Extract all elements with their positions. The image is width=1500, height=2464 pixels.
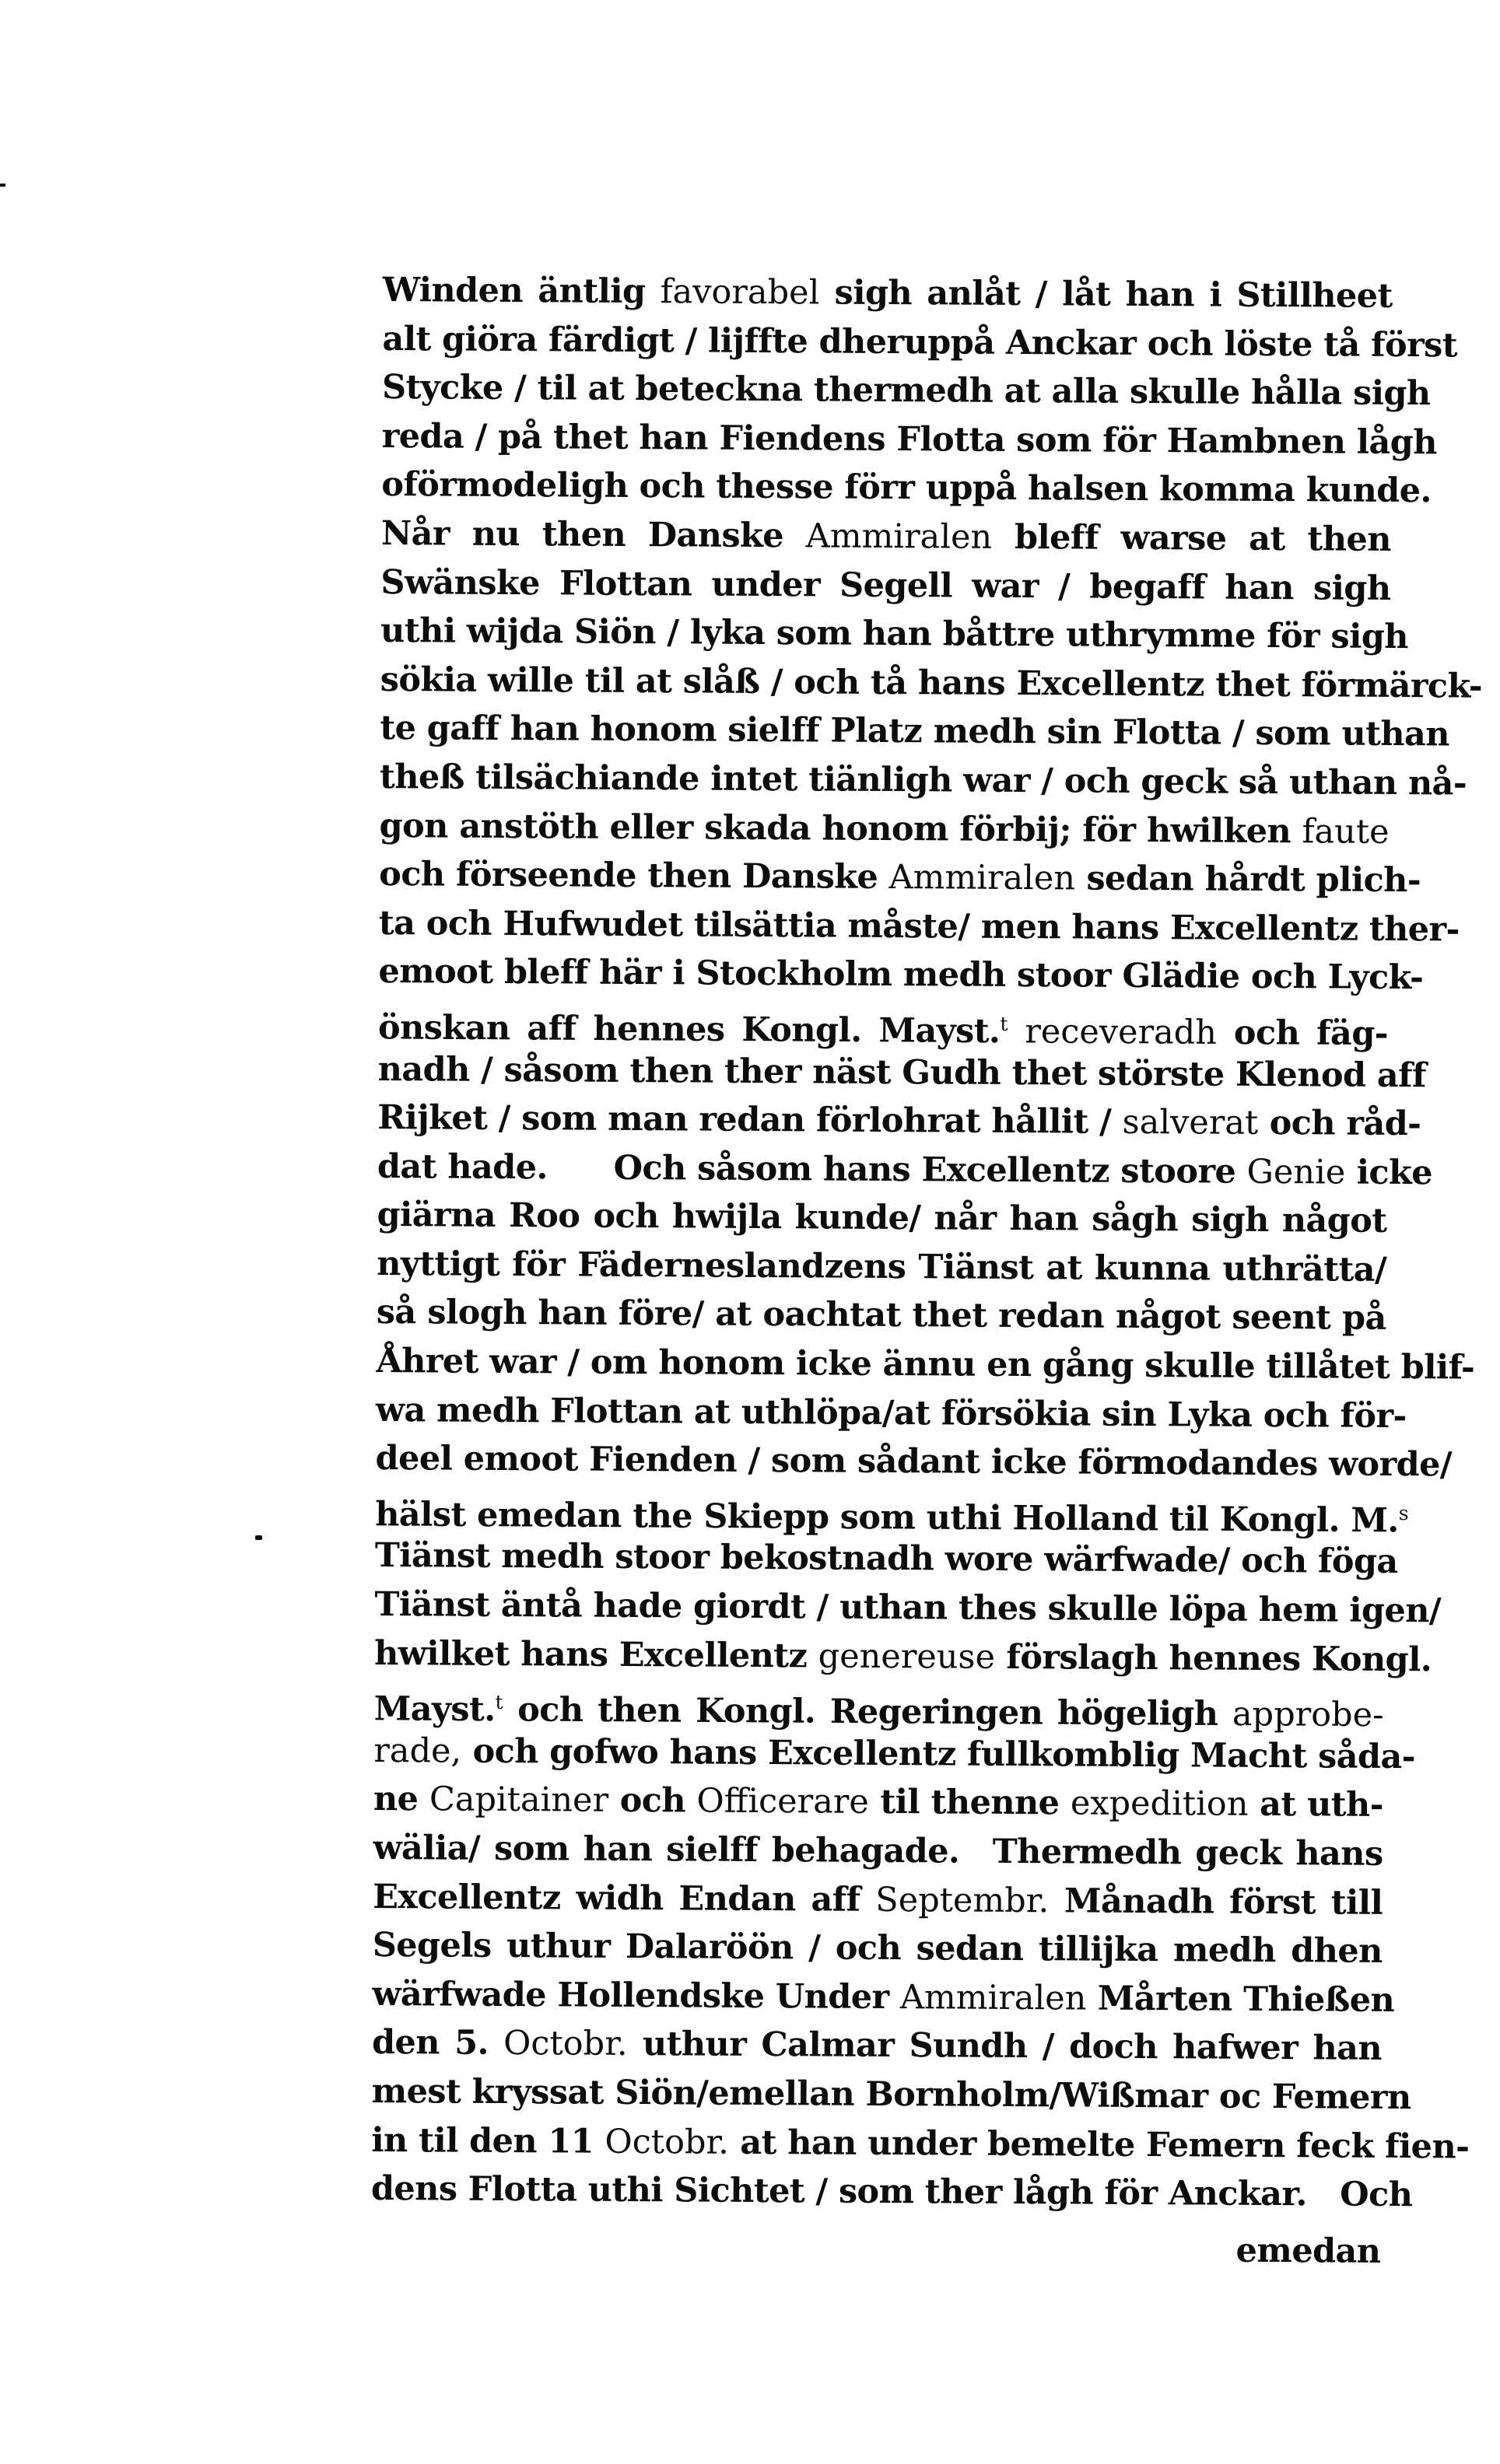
superscript-segment: t [1000,1012,1008,1035]
fraktur-segment: och fäg- [1216,1013,1389,1054]
fraktur-segment: Når nu then Danske [380,513,806,556]
antiqua-segment: Officerare [696,1781,869,1822]
fraktur-segment [959,1832,993,1871]
fraktur-segment: Mårten Thießen [1086,1979,1395,2020]
page-text-block [370,266,1483,2271]
fraktur-segment: Mayst. [373,1689,496,1730]
fraktur-segment: förslagh hennes Kongl. [994,1637,1432,1679]
fraktur-segment: oförmodeligh och thesse förr uppå halsen komma kunde. [381,465,1432,511]
fraktur-segment: och gofwo hans Excellentz fullkomblig Macht såda- [461,1731,1416,1776]
fraktur-segment: nadh / såsom then ther näst Gudh thet störste Klenod aff [377,1049,1427,1095]
antiqua-segment: Ammiralen [805,516,993,557]
fraktur-segment: at uth- [1248,1785,1384,1825]
antiqua-segment: Septembr. [875,1880,1050,1920]
text-line-19 [377,1143,1433,1198]
fraktur-segment [548,1148,614,1188]
text-line-22 [377,1288,1386,1343]
antiqua-segment: Ammiralen [888,858,1076,898]
text-line-20 [377,1191,1386,1246]
text-line-26 [375,1483,1409,1541]
fraktur-segment: hälst emedan the Skiepp som uthi Holland til Kongl. M. [375,1495,1399,1541]
text-line-14 [378,899,1460,954]
text-line-17 [377,1045,1427,1100]
text-line-35 [373,1921,1383,1976]
text-line-30 [374,1678,1384,1733]
fraktur-segment: emoot bleff här i Stockholm medh stoor Glädie och Lyck- [378,952,1424,998]
fraktur-segment: Segels uthur Dalaröön / och sedan tillijka medh dhen [372,1926,1383,1972]
fraktur-segment: och then Kongl. Regeringen högeligh [503,1690,1233,1734]
fraktur-segment: hwilket hans Excellentz [373,1633,818,1676]
text-line-13 [379,850,1421,905]
fraktur-segment: icke [1345,1153,1433,1192]
fraktur-segment: wärfwade Hollendske Under [372,1974,901,2017]
fraktur-segment: och förseende then Danske [379,855,889,898]
antiqua-segment: rade, [373,1731,462,1771]
text-line-16 [378,996,1388,1052]
fraktur-segment: alt giöra färdigt / lijffte dheruppå Anckar och löste tå först [382,319,1458,366]
text-line-4 [381,412,1438,467]
fraktur-segment: Månadh först till [1049,1881,1383,1923]
fraktur-segment: Åhret war / om honom icke ännu en gång skulle tillåtet blif- [376,1342,1475,1388]
antiqua-segment: Capitainer [429,1780,609,1821]
text-line-36 [372,1970,1395,2025]
fraktur-segment: Och [1340,2175,1413,2215]
text-lines [370,266,1483,2220]
text-line-7 [380,558,1390,614]
text-line-24 [375,1386,1407,1441]
text-line-40 [370,2165,1413,2220]
fraktur-segment: dat hade. [377,1146,548,1188]
fraktur-segment: deel emoot Fienden / som sådant icke förmodandes worde/ [375,1439,1453,1485]
fraktur-segment: wälia/ som han sielff behagade. [373,1828,960,1871]
superscript-segment: s [1398,1501,1409,1524]
text-line-34 [373,1873,1383,1928]
text-line-15 [378,947,1424,1003]
text-line-18 [377,1094,1421,1149]
antiqua-segment: Genie [1246,1152,1346,1192]
text-line-2 [382,315,1458,370]
text-line-11 [379,753,1467,808]
fraktur-segment: uthi wijda Siön / lyka som han båttre uthrymme för sigh [380,611,1409,657]
text-line-10 [380,704,1450,759]
fraktur-segment: at han under bemelte Femern feck fien- [728,2123,1470,2167]
fraktur-segment: giärna Roo och hwijla kunde/ når han sågh sigh något [377,1195,1387,1241]
fraktur-segment: och råd- [1258,1103,1421,1144]
antiqua-segment: Ammiralen [899,1977,1087,2018]
fraktur-segment: Tiänst äntå hade giordt / uthan thes skulle löpa hem igen/ [374,1584,1442,1631]
antiqua-segment: approbe- [1232,1695,1384,1735]
fraktur-segment: dens Flotta uthi Sichtet / som ther lågh för Anckar. [370,2169,1307,2214]
text-line-38 [371,2067,1411,2123]
fraktur-segment: ne [373,1780,430,1819]
text-line-27 [374,1531,1398,1587]
antiqua-segment: expedition [1070,1783,1249,1825]
fraktur-segment: Excellentz widh Endan aff [373,1877,876,1920]
fraktur-segment: til thenne [868,1783,1071,1823]
fraktur-segment: Stycke / til at beteckna thermedh at alla skulle hålla sigh [381,368,1431,414]
text-line-23 [376,1337,1475,1392]
fraktur-segment: in til den 11 [371,2120,605,2161]
text-line-31 [373,1727,1416,1782]
text-line-21 [377,1240,1386,1295]
text-line-33 [373,1824,1383,1879]
fraktur-segment: theß tilsächiande intet tiänligh war / och geck så uthan nå- [379,757,1467,803]
antiqua-segment: faute [1302,811,1390,852]
fraktur-segment: Och såsom hans Excellentz stoore [613,1148,1247,1192]
text-line-25 [375,1434,1453,1489]
fraktur-segment: mest kryssat Siön/emellan Bornholm/Wißmar oc Femern [371,2071,1411,2118]
fraktur-segment: sökia wille til at slåß / och tå hans Excellentz thet förmärck- [380,660,1483,706]
text-line-37 [372,2018,1382,2074]
text-line-28 [374,1580,1442,1636]
fraktur-segment: sedan hårdt plich- [1074,859,1421,901]
ink-speck-left-margin [0,184,5,187]
fraktur-segment: så slogh han före/ at oachtat thet redan något seent på [376,1293,1386,1339]
text-line-6 [381,509,1391,565]
fraktur-segment: nyttigt för Fäderneslandzens Tiänst at kunna uthrätta/ [377,1244,1387,1290]
fraktur-segment: Winden äntlig [382,270,661,312]
fraktur-segment: uthur Calmar Sundh / doch hafwer han [627,2025,1383,2069]
text-line-1 [383,266,1393,321]
fraktur-segment: Tiänst medh stoor bekostnadh wore wärfwade/ och föga [374,1536,1398,1582]
fraktur-segment: den 5. [371,2023,504,2063]
fraktur-segment: Rijket / som man redan förlohrat hållit / [377,1098,1123,1142]
fraktur-segment: te gaff han honom sielff Platz medh sin Flotta / som uthan [380,709,1450,754]
antiqua-segment: Octobr. [605,2122,730,2162]
fraktur-segment: sigh anlåt / låt han i Stillheet [819,273,1393,316]
ink-speck [255,1535,262,1540]
text-line-12 [379,802,1389,857]
text-line-32 [373,1775,1383,1830]
antiqua-segment: genereuse [818,1636,996,1677]
antiqua-segment: receveradh [1025,1012,1218,1052]
text-line-8 [380,607,1409,662]
text-line-29 [373,1629,1432,1685]
text-line-9 [380,656,1483,711]
antiqua-segment: salverat [1122,1102,1259,1143]
fraktur-segment: wa medh Flottan at uthlöpa/at försökia sin Lyka och för- [375,1390,1407,1436]
fraktur-segment: önskan aff hennes Kongl. Mayst. [377,1008,1001,1052]
antiqua-segment: favorabel [660,272,820,313]
fraktur-segment: Thermedh geck hans [992,1832,1383,1874]
fraktur-segment [1307,2175,1341,2214]
text-line-3 [381,363,1431,418]
fraktur-segment: gon anstöth eller skada honom förbij; för hwilken [379,806,1302,851]
fraktur-segment: bleff warse at then [992,517,1392,559]
fraktur-segment: Swänske Flottan under Segell war / begaff han sigh [380,562,1391,608]
fraktur-segment: ta och Hufwudet tilsättia måste/ men hans Excellentz ther- [378,903,1460,950]
fraktur-segment: reda / på thet han Fiendens Flotta som för Hambnen lågh [381,416,1438,463]
fraktur-segment [1008,1012,1025,1051]
antiqua-segment: Octobr. [503,2024,628,2064]
text-line-39 [371,2116,1470,2172]
catchword: emedan [1235,2231,1381,2271]
fraktur-segment: och [608,1781,697,1821]
text-line-5 [381,460,1432,516]
superscript-segment: t [495,1691,503,1714]
